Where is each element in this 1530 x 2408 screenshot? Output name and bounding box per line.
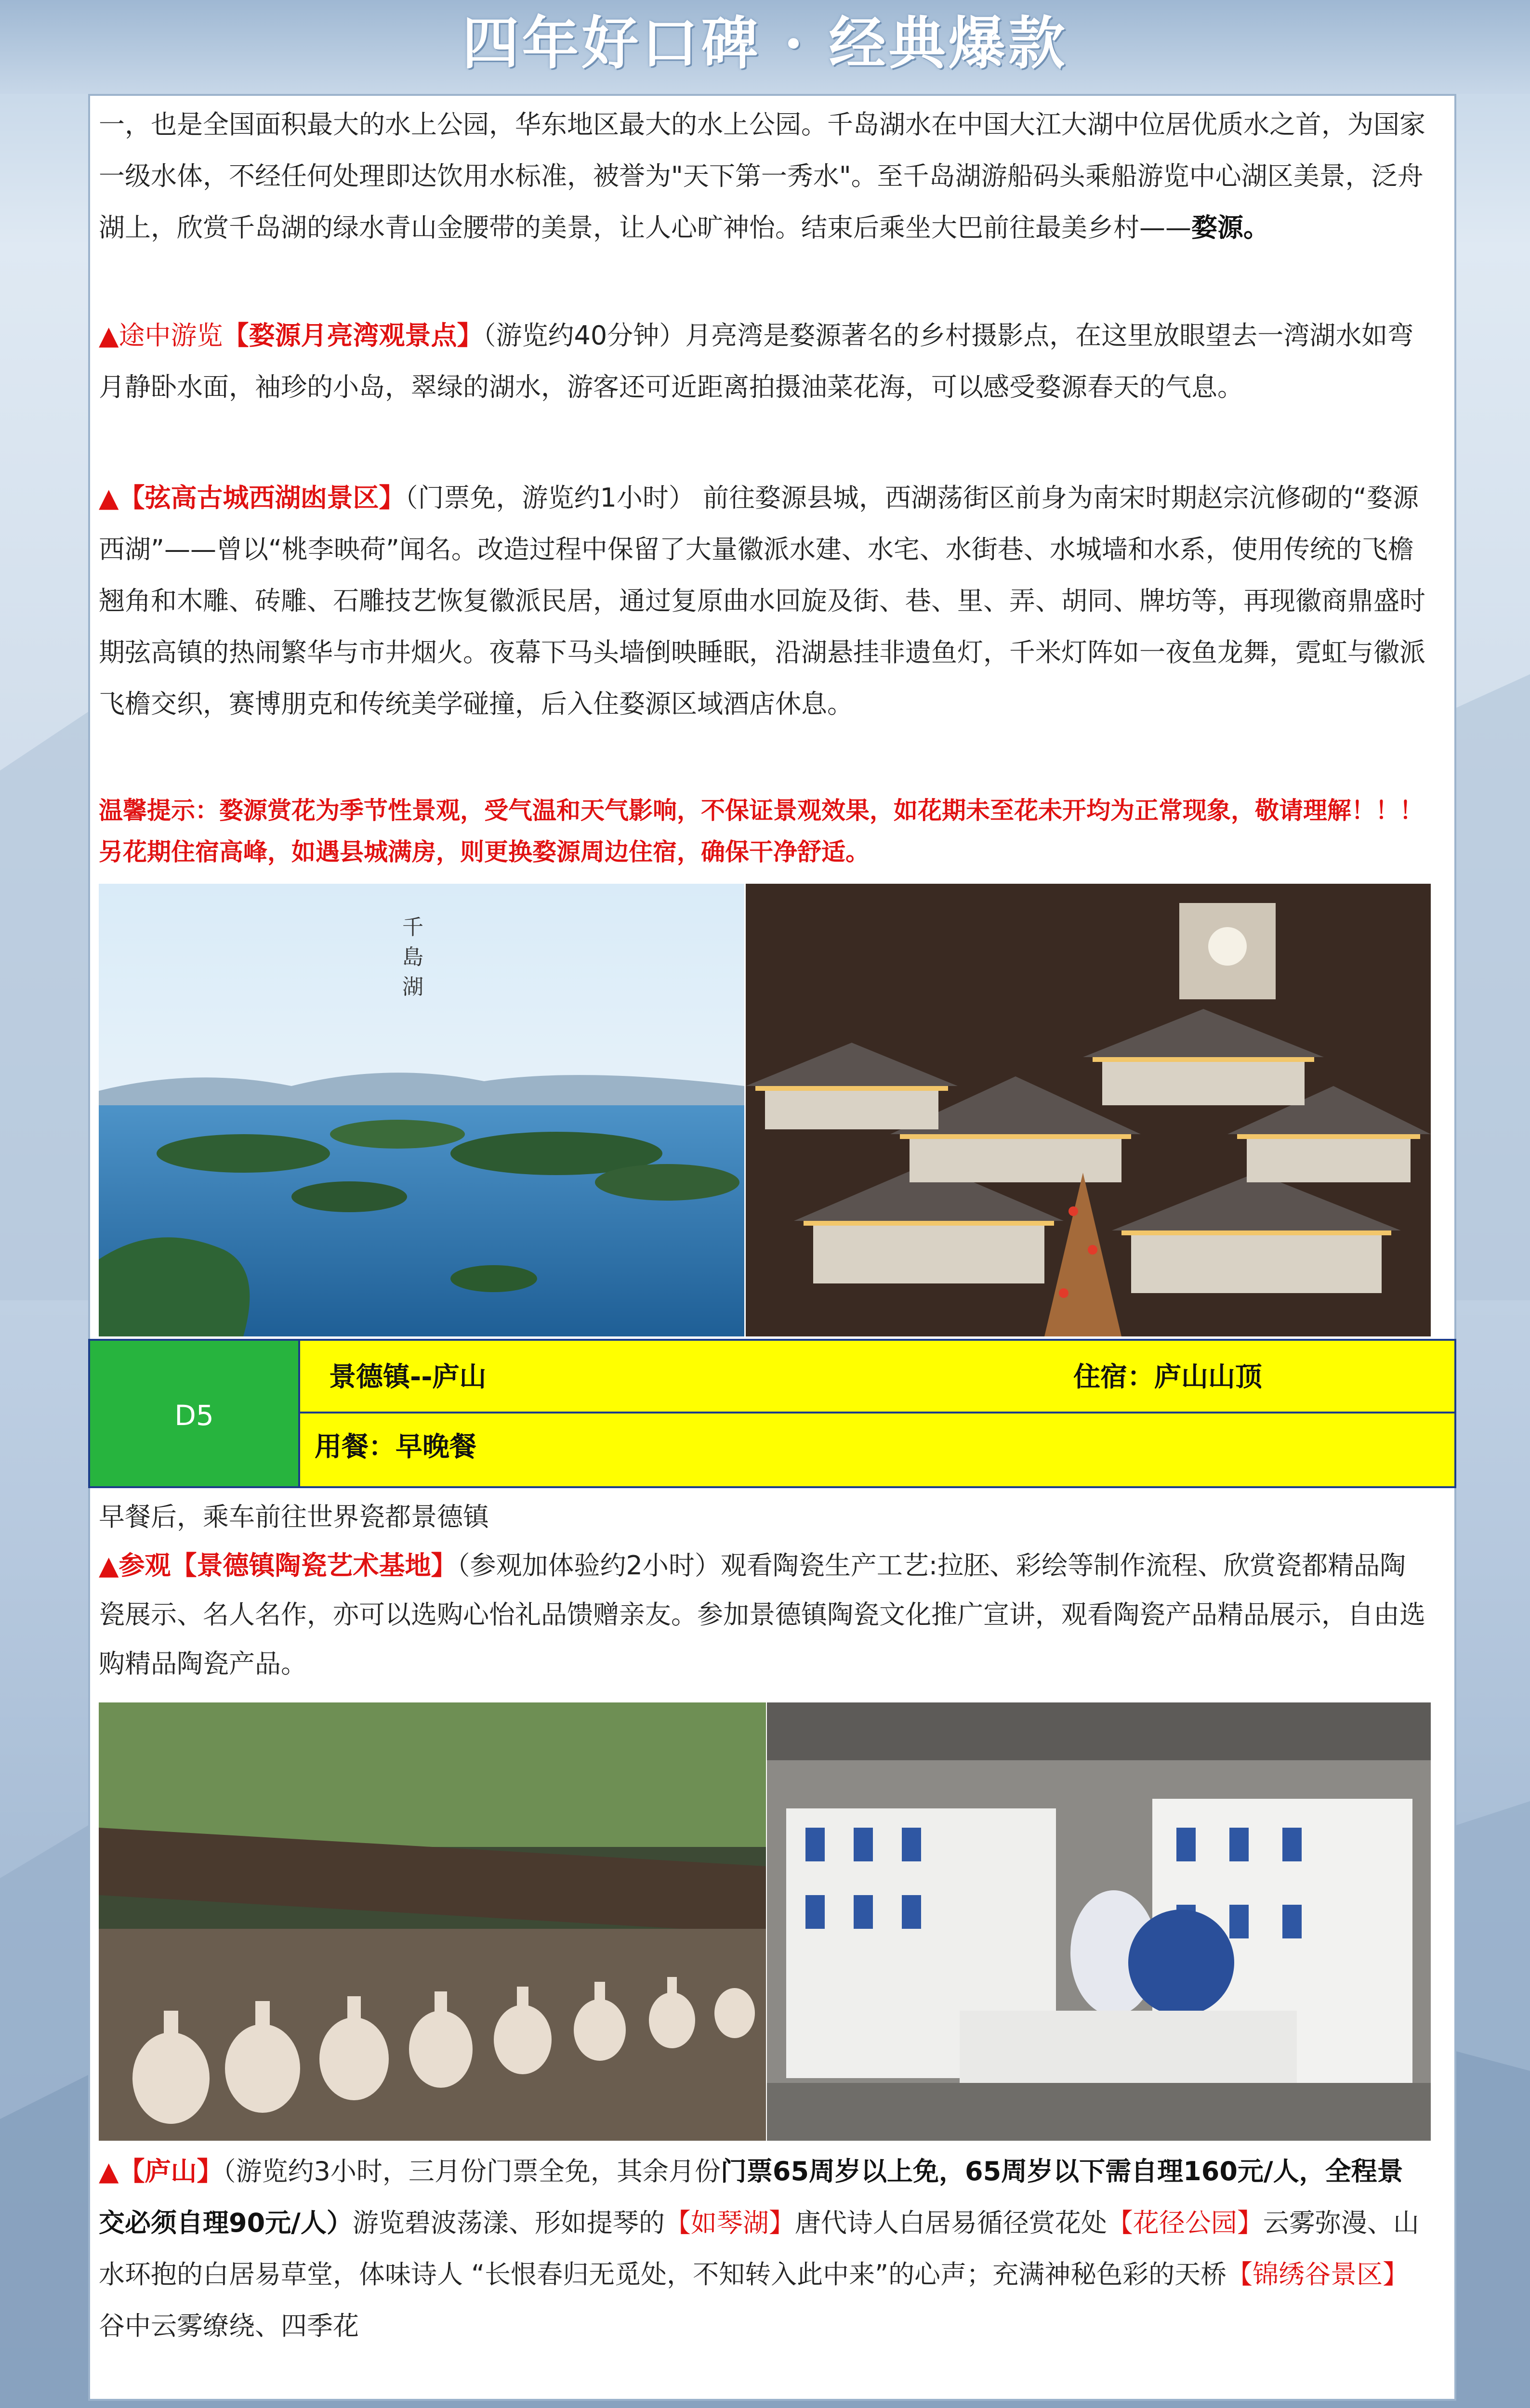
wuyuan-bold: 婺源。 — [1191, 212, 1269, 243]
day-label: D5 — [88, 1339, 300, 1488]
jingdezhen-text: （参观加体验约2小时）观看陶瓷生产工艺:拉胚、彩绘等制作流程、欣赏瓷都精品陶瓷展示、名人名作，亦可以选购心怡礼品馈赠亲友。参加景德镇陶瓷文化推广宣讲，观看陶瓷产品精品展示，自由选购精品陶瓷产品。 — [99, 1550, 1425, 1679]
lushan-prefix: ▲ — [99, 2156, 119, 2186]
qiandaohu-photo — [99, 884, 744, 1336]
qiandaohu-paragraph — [99, 99, 1428, 253]
lushan-text-2: 游览碧波荡漾、形如提琴的 — [352, 2208, 665, 2238]
banner-title: 四年好口碑 · 经典爆款 — [462, 10, 1068, 77]
meal-text: 用餐：早晚餐 — [315, 1431, 476, 1463]
yueliangwan-paragraph — [99, 310, 1428, 413]
xiangao-paragraph — [99, 472, 1428, 730]
lodging-text: 住宿：庐山山顶 — [1073, 1361, 1262, 1393]
day5-table — [88, 1339, 1456, 1488]
jinxiugu-name: 【锦绣谷景区】 — [1227, 2259, 1409, 2290]
xiangao-text: （门票免，游览约1小时） 前往婺源县城，西湖荡街区前身为南宋时期赵宗沆修砌的“婺源西湖”——曾以“桃李映荷”闻名。改造过程中保留了大量徽派水建、水宅、水街巷、水城墙和水系，使用传统的飞檐翘角和木雕、砖雕、石雕技艺恢复徽派民居，通过复原曲水回旋及街、巷、里、弄、胡同、牌坊等，再现徽商鼎盛时期弦高镇的热闹繁华与市井烟火。夜幕下马头墙倒映睡眠，沿湖悬挂非遗鱼灯，千米灯阵如一夜鱼龙舞，霓虹与徽派飞檐交织，赛博朋克和传统美学碰撞，后入住婺源区域酒店休息。 — [99, 483, 1425, 719]
ruqinhu-name: 【如琴湖】 — [664, 2208, 795, 2238]
qiandaohu-caption: 千島湖 — [402, 915, 423, 999]
banner — [0, 0, 1530, 94]
route-cell — [300, 1339, 1456, 1413]
yueliangwan-prefix: ▲途中游览 — [99, 320, 223, 351]
jingdezhen-paragraph — [99, 1541, 1428, 1688]
warning-notice: 温馨提示：婺源赏花为季节性景观，受气温和天气影响，不保证景观效果，如花期未至花未开均为正常现象，敬请理解！！！另花期住宿高峰，如遇县城满房，则更换婺源周边住宿，确保干净舒适。 — [99, 797, 1424, 866]
xiangao-prefix: ▲ — [99, 483, 119, 513]
lushan-paragraph — [99, 2146, 1428, 2352]
meal-cell — [300, 1413, 1456, 1488]
jingdezhen-prefix: ▲参观 — [99, 1550, 171, 1581]
ceramics-showroom-photo — [767, 1702, 1431, 2141]
qiandaohu-text: 一，也是全国面积最大的水上公园，华东地区最大的水上公园。千岛湖水在中国大江大湖中位居优质水之首，为国家一级水体，不经任何处理即达饮用水标准，被誉为"天下第一秀水"。至千岛湖游船码头乘船游览中心湖区美景，泛舟湖上，欣赏千岛湖的绿水青山金腰带的美景，让人心旷神怡。结束后乘坐大巴前往最美乡村—— — [99, 109, 1425, 243]
lushan-name: 【庐山】 — [119, 2156, 223, 2186]
xiangao-town-photo — [746, 884, 1431, 1336]
lushan-text-1: （游览约3小时，三月份门票全免，其余月份 — [223, 2156, 721, 2186]
route-text: 景德镇--庐山 — [329, 1361, 487, 1393]
xiangao-name: 【弦高古城西湖凼景区】 — [119, 483, 405, 513]
lushan-text-3: 唐代诗人白居易循径赏花处 — [794, 2208, 1107, 2238]
yueliangwan-text: （游览约40分钟）月亮湾是婺源著名的乡村摄影点，在这里放眼望去一湾湖水如弯月静卧水面，袖珍的小岛，翠绿的湖水，游客还可近距离拍摄油菜花海，可以感受婺源春天的气息。 — [99, 320, 1414, 402]
lushan-ticket-bold: 门票65周岁以上免，65周岁以下需自理160元/人，全程景交必须自理90元/人） — [99, 2156, 1403, 2238]
breakfast-line: 早餐后，乘车前往世界瓷都景德镇 — [99, 1502, 489, 1532]
huajing-name: 【花径公园】 — [1107, 2208, 1263, 2238]
yueliangwan-name: 【婺源月亮湾观景点】 — [223, 320, 483, 351]
lushan-text-4: 云雾弥漫、山水环抱的白居易草堂，体味诗人 “长恨春归无觅处，不知转入此中来”的心声；充满神秘色彩的天桥 — [99, 2208, 1419, 2290]
jingdezhen-name: 【景德镇陶瓷艺术基地】 — [171, 1550, 457, 1581]
lushan-text-5: 谷中云雾缭绕、四季花 — [99, 2311, 359, 2341]
kiln-vases-photo — [99, 1702, 766, 2141]
